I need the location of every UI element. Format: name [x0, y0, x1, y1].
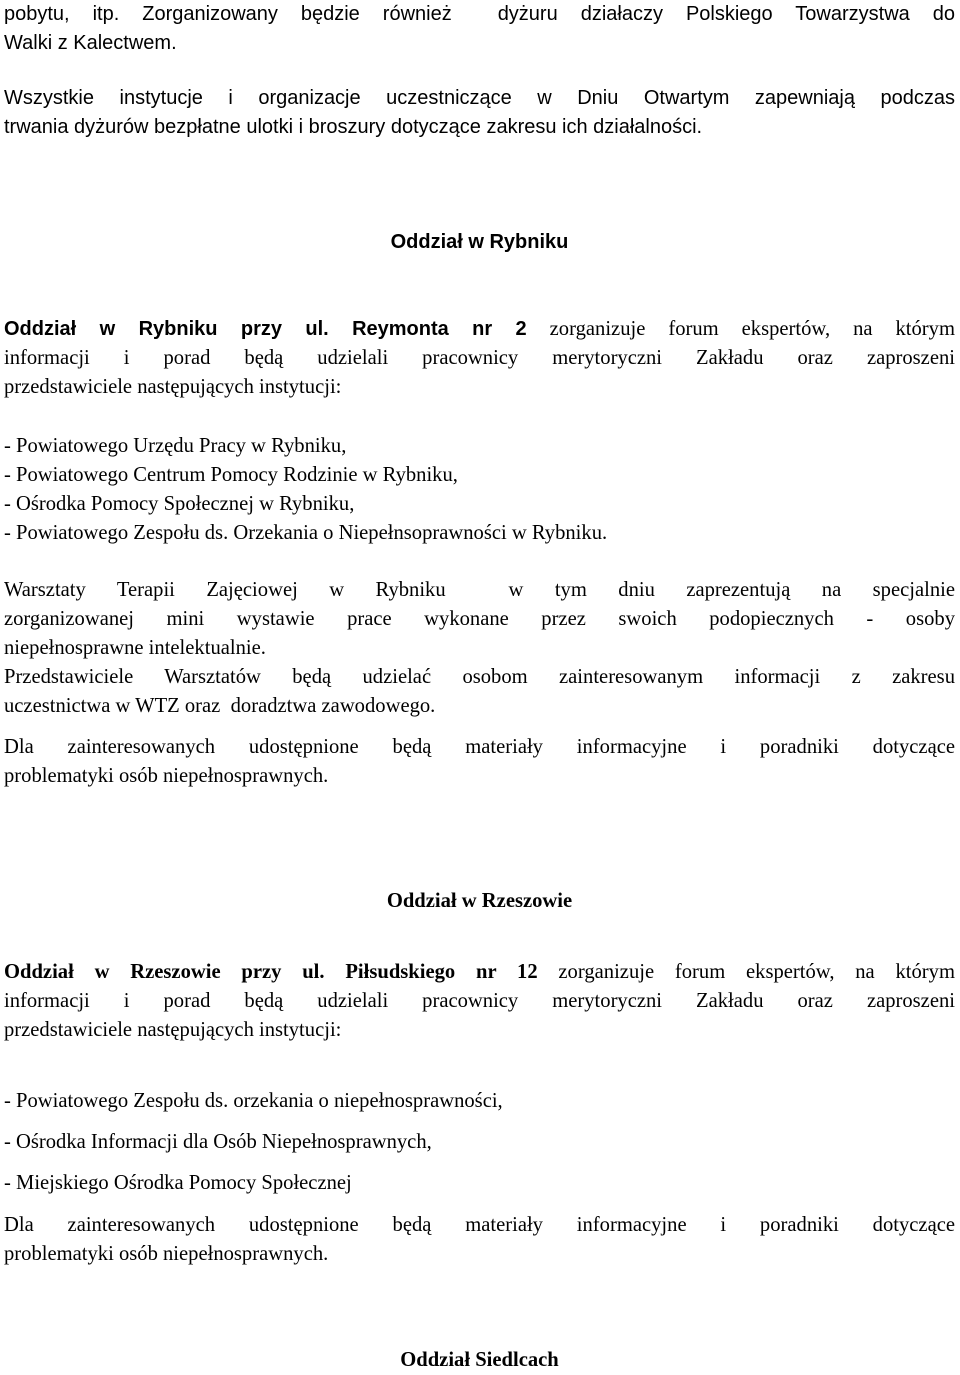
rzeszow-mat-line-1: Dla zainteresowanych udostępnione będą materiały informacyjne i poradniki dotyczące: [4, 1214, 955, 1236]
rybnik-wtz-line-2: zorganizowanej mini wystawie prace wykonane przez swoich podopiecznych - osoby: [4, 608, 955, 630]
list-item: - Powiatowego Zespołu ds. orzekania o niepełnosprawności,: [4, 1090, 503, 1112]
rybnik-mat-line-2: problematyki osób niepełnosprawnych.: [4, 765, 329, 787]
list-item: - Ośrodka Pomocy Społecznej w Rybniku,: [4, 493, 355, 515]
rybnik-rep-line-2: uczestnictwa w WTZ oraz doradztwa zawodowego.: [4, 695, 436, 717]
intro-p2-line-2: trwania dyżurów bezpłatne ulotki i broszury dotyczące zakresu ich działalności.: [4, 116, 703, 138]
rybnik-wtz-line-3: niepełnosprawne intelektualnie.: [4, 637, 266, 659]
intro-p2-line-1: Wszystkie instytucje i organizacje uczestniczące w Dniu Otwartym zapewniają podczas: [4, 87, 955, 109]
rzeszow-lead-bold: Oddział w Rzeszowie przy ul. Piłsudskiego nr 12: [4, 961, 538, 983]
list-item: - Powiatowego Urzędu Pracy w Rybniku,: [4, 435, 347, 457]
rzeszow-institution-list: [4, 1087, 955, 1198]
rybnik-lead-line-2: informacji i porad będą udzielali pracownicy merytoryczni Zakładu oraz zaproszeni: [4, 347, 955, 369]
rybnik-institution-list: [4, 432, 955, 548]
list-item: - Powiatowego Centrum Pomocy Rodzinie w Rybniku,: [4, 464, 458, 486]
rybnik-heading: Oddział w Rybniku: [390, 231, 569, 253]
intro-paragraph: [4, 0, 955, 58]
rzeszow-lead-rest: zorganizuje forum ekspertów, na którym: [558, 961, 955, 983]
rybnik-lead-bold: Oddział w Rybniku przy ul. Reymonta nr 2: [4, 318, 527, 340]
intro-line-2: Walki z Kalectwem.: [4, 32, 177, 54]
siedlce-heading: Oddział Siedlcach: [400, 1349, 559, 1371]
list-item: - Ośrodka Informacji dla Osób Niepełnosprawnych,: [4, 1131, 432, 1153]
rybnik-section: [4, 228, 955, 257]
intro-line-1a: pobytu, itp. Zorganizowany będzie również: [4, 3, 452, 25]
rybnik-wtz-paragraph: [4, 576, 955, 721]
rybnik-rep-line-1: Przedstawiciele Warsztatów będą udzielać osobom zainteresowanym informacji z zakresu: [4, 666, 955, 688]
rybnik-lead-rest: zorganizuje forum ekspertów, na którym: [549, 318, 955, 340]
intro-line-1b: dyżuru działaczy Polskiego Towarzystwa do: [497, 3, 955, 25]
rzeszow-lead-line-2: informacji i porad będą udzielali pracownicy merytoryczni Zakładu oraz zaproszeni: [4, 990, 955, 1012]
list-item: - Powiatowego Zespołu ds. Orzekania o Niepełnsoprawności w Rybniku.: [4, 522, 608, 544]
rzeszow-lead-paragraph: [4, 958, 955, 1045]
rzeszow-lead-line-3: przedstawiciele następujących instytucji:: [4, 1019, 342, 1041]
rybnik-lead-line-3: przedstawiciele następujących instytucji:: [4, 376, 342, 398]
rzeszow-materials-paragraph: [4, 1211, 955, 1269]
intro-paragraph-2: [4, 84, 955, 142]
rybnik-materials-paragraph: [4, 733, 955, 791]
rybnik-wtz-line-1: Warsztaty Terapii Zajęciowej w Rybniku w tym dniu zaprezentują na specjalnie: [4, 579, 955, 601]
list-item: - Miejskiego Ośrodka Pomocy Społecznej: [4, 1172, 352, 1194]
rzeszow-heading: Oddział w Rzeszowie: [386, 890, 573, 912]
intro-line-1: [4, 0, 955, 29]
rzeszow-mat-line-2: problematyki osób niepełnosprawnych.: [4, 1243, 329, 1265]
rzeszow-lead-line-1: [4, 958, 955, 987]
rybnik-lead-paragraph: [4, 315, 955, 402]
rybnik-lead-line-1: [4, 315, 955, 344]
rzeszow-section: [4, 887, 955, 916]
rybnik-mat-line-1: Dla zainteresowanych udostępnione będą materiały informacyjne i poradniki dotyczące: [4, 736, 955, 758]
